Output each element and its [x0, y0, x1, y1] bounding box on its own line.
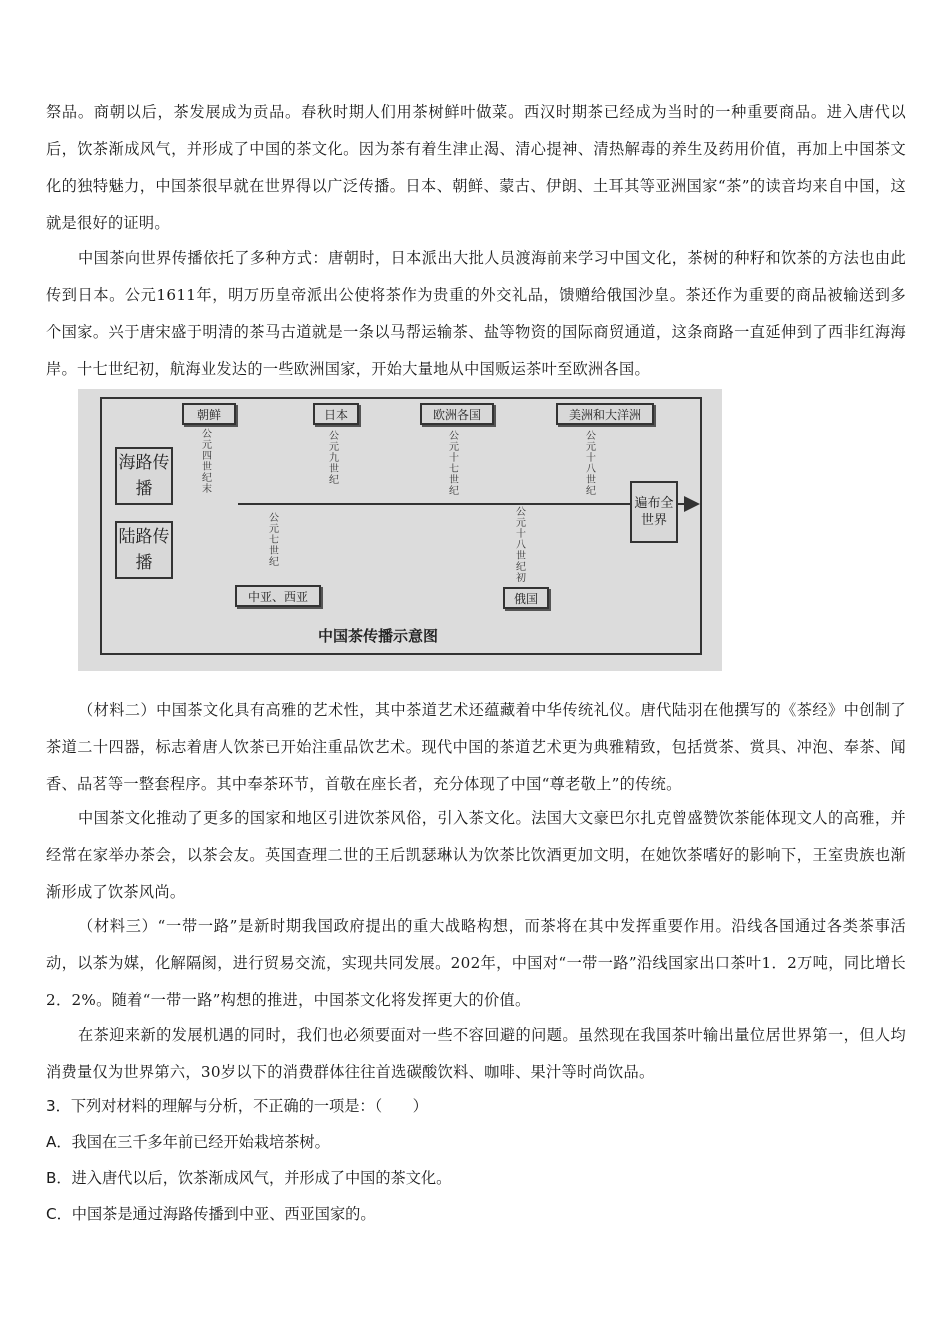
destination-korea: 朝鲜 — [182, 403, 236, 425]
paragraph-3: （材料二）中国茶文化具有高雅的艺术性，其中茶道艺术还蕴藏着中华传统礼仪。唐代陆羽在他撰写的《茶经》中创制了茶道二十四器，标志着唐人饮茶已开始注重品饮艺术。现代中国的茶道艺术更为典雅精致，包括赏茶、赏具、冲泡、奉茶、闻香、品茗等一整套程序。其中奉茶环节，首敬在座长者，充分体现了中国“尊老敬上”的传统。 — [46, 701, 906, 793]
land-route-box: 陆路传播 — [115, 521, 173, 579]
paragraph-6: 在茶迎来新的发展机遇的同时，我们也必须要面对一些不容回避的问题。虽然现在我国茶叶输出量位居世界第一，但人均消费量仅为世界第六，30岁以下的消费群体往往首选碳酸饮料、咖啡、果汁等时尚饮品。 — [46, 1026, 906, 1081]
paragraph-4: 中国茶文化推动了更多的国家和地区引进饮茶风俗，引入茶文化。法国大文豪巴尔扎克曾盛赞饮茶能体现文人的高雅，并经常在家举办茶会，以茶会友。英国查理二世的王后凯瑟琳认为饮茶比饮酒更加文明，在她饮茶嗜好的影响下，王室贵族也渐渐形成了饮茶风尚。 — [46, 809, 906, 901]
destination-central-west-asia: 中亚、西亚 — [235, 585, 321, 607]
sea-route-box: 海路传播 — [115, 447, 173, 505]
spread-arrowhead — [684, 496, 700, 512]
paragraph-5: （材料三）“一带一路”是新时期我国政府提出的重大战略构想，而茶将在其中发挥重要作用。沿线各国通过各类茶事活动，以茶为媒，化解隔阂，进行贸易交流，实现共同发展。202年，中国对“一带一路”沿线国家出口茶叶1．2万吨，同比增长2．2%。随着“一带一路”构想的推进，中国茶文化将发挥更大的价值。 — [46, 917, 906, 1009]
diagram-frame — [100, 397, 702, 655]
paragraph-1: 祭品。商朝以后，茶发展成为贡品。春秋时期人们用茶树鲜叶做菜。西汉时期茶已经成为当时的一种重要商品。进入唐代以后，饮茶渐成风气，并形成了中国的茶文化。因为茶有着生津止渴、清心提神、清热解毒的养生及药用价值，再加上中国茶文化的独特魅力，中国茶很早就在世界得以广泛传播。日本、朝鲜、蒙古、伊朗、土耳其等亚洲国家“茶”的读音均来自中国，这就是很好的证明。 — [46, 103, 906, 232]
period-americas: 公元十八世纪 — [586, 431, 596, 497]
worldwide-box — [630, 481, 678, 543]
period-central-asia: 公元七世纪 — [269, 513, 279, 568]
diagram-caption: 中国茶传播示意图 — [318, 627, 439, 645]
spread-arrow-line — [238, 503, 690, 505]
paragraph-2: 中国茶向世界传播依托了多种方式：唐朝时，日本派出大批人员渡海前来学习中国文化，茶树的种籽和饮茶的方法也由此传到日本。公元1611年，明万历皇帝派出公使将茶作为贵重的外交礼品，馈赠给俄国沙皇。茶还作为重要的商品被输送到多个国家。兴于唐宋盛于明清的茶马古道就是一条以马帮运输茶、盐等物资的国际商贸通道，这条商路一直延伸到了西非红海海岸。十七世纪初，航海业发达的一些欧洲国家，开始大量地从中国贩运茶叶至欧洲各国。 — [46, 249, 906, 378]
period-europe: 公元十七世纪 — [449, 431, 459, 497]
period-korea: 公元四世纪末 — [202, 429, 212, 495]
option-a: A．我国在三千多年前已经开始栽培茶树。 — [46, 1133, 330, 1151]
option-b: B．进入唐代以后，饮茶渐成风气，并形成了中国的茶文化。 — [46, 1169, 452, 1187]
destination-japan: 日本 — [313, 403, 359, 425]
destination-russia: 俄国 — [503, 587, 549, 609]
option-c: C．中国茶是通过海路传播到中亚、西亚国家的。 — [46, 1205, 376, 1223]
period-russia: 公元十八世纪初 — [516, 507, 526, 584]
destination-europe: 欧洲各国 — [420, 403, 494, 425]
worldwide-label: 遍布全世界 — [634, 496, 674, 528]
tea-spread-diagram — [78, 389, 722, 671]
destination-americas-oceania: 美洲和大洋洲 — [556, 403, 654, 425]
period-japan: 公元九世纪 — [329, 431, 339, 486]
question-stem: 3．下列对材料的理解与分析，不正确的一项是：（ ） — [46, 1097, 428, 1115]
